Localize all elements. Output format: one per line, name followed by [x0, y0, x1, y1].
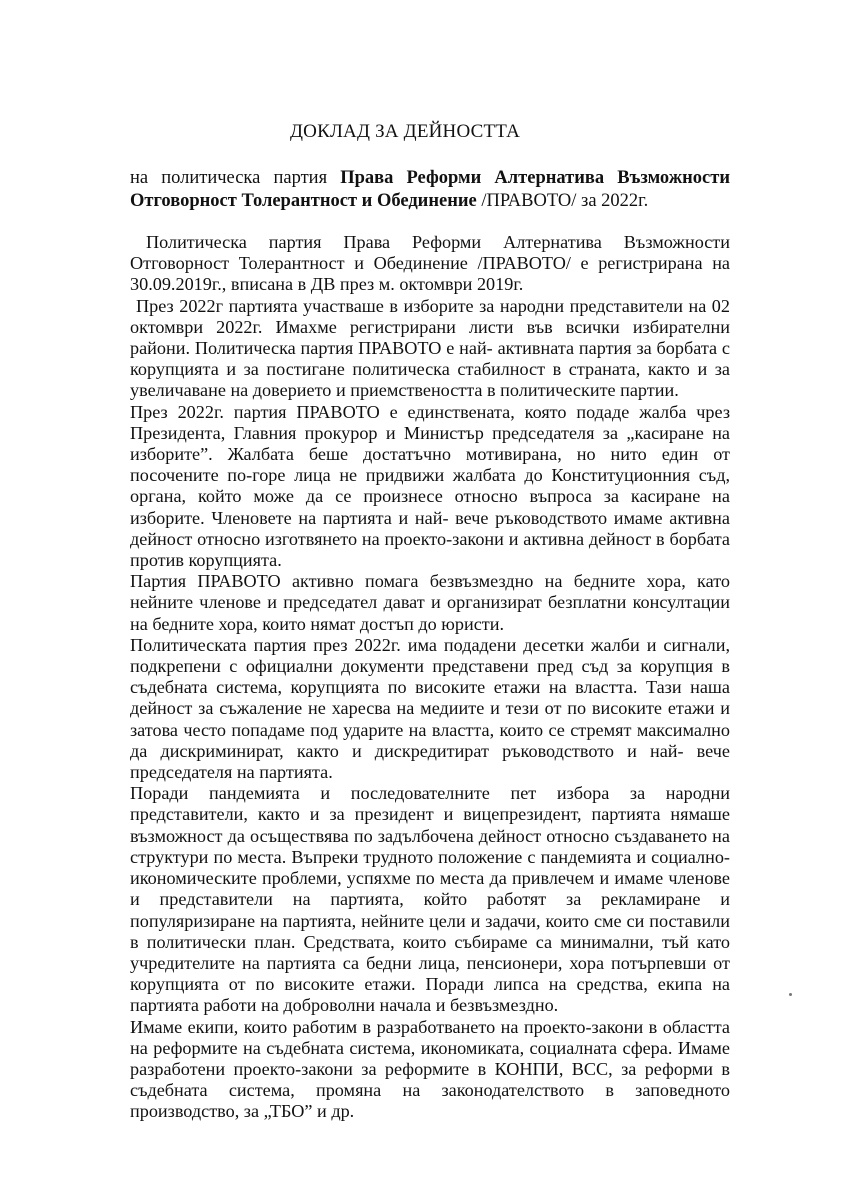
stray-mark [789, 993, 792, 996]
paragraph-complaint: През 2022г. партия ПРАВОТО е единствената, която подаде жалба чрез Президента, Главния прокурор и Министър председателя за „касиране на изборите”. Жалбата беше достатъчно мотивирана, но нито един от посочените по-горе лица не придвижи жалбата до Конституционния съд, органа, който може да се произнесе относно въпроса за касиране на изборите. Членовете на партията и най- вече ръководството имаме активна дейност относно изготвянето на проекто-закони и активна дейност в борбата против корупцията. [130, 401, 730, 571]
paragraph-free-consultations: Партия ПРАВОТО активно помага безвъзмездно на бедните хора, като нейните членове и председател дават и организират безплатни консултации на бедните хора, които нямат достъп до юристи. [130, 571, 730, 634]
party-name: Права Реформи Алтернатива Възможности Отговорност Толерантност и Обединение [130, 168, 730, 211]
subtitle-prefix: на политическа партия [130, 168, 341, 188]
paragraph-draft-laws: Имаме екипи, които работим в разработването на проекто-закони в областта на реформите на съдебната система, икономиката, социалната сфера. Имаме разработени проекто-закони за реформите в КОНПИ, ВСС, за реформи в съдебната система, промяна на законодателството в заповедното производство, за „ТБО” и др. [130, 1016, 730, 1122]
subtitle-suffix: /ПРАВОТО/ за 2022г. [476, 191, 649, 211]
document-title: ДОКЛАД ЗА ДЕЙНОСТТА [290, 121, 521, 142]
paragraph-registration: Политическа партия Права Реформи Алтернатива Възможности Отговорност Толерантност и Обединение /ПРАВОТО/ е регистрирана на 30.09.2019г., вписана в ДВ през м. октомври 2019г. [130, 232, 730, 295]
paragraph-corruption-signals: Политическата партия през 2022г. има подадени десетки жалби и сигнали, подкрепени с официални документи представени пред съд за корупция в съдебната система, корупцията по високите етажи на властта. Тази наша дейност за съжаление не харесва на медиите и тези от по високите етажи и затова често попадаме под ударите на властта, които се стремят максимално да дискриминират, както и дискредитират ръководството и най- вече председателя на партията. [130, 634, 730, 783]
paragraph-elections: През 2022г партията участваше в изборите за народни представители на 02 октомври 2022г. Имахме регистрирани листи във всички избирателни райони. Политическа партия ПРАВОТО е най- активната партия за борбата с корупцията и за постигане политическа стабилност в страната, както и за увеличаване на доверието и приемствеността в политическите партии. [130, 295, 730, 401]
paragraph-pandemic: Поради пандемията и последователните пет избора за народни представители, както и за президент и вицепрезидент, партията нямаше възможност да осъществява по задълбочена дейност относно създаването на структури по места. Въпреки трудното положение с пандемията и социално-икономическите проблеми, успяхме по места да привлечем и имаме членове и представители на партията, който работят за рекламиране и популяризиране на партията, нейните цели и задачи, които сме си поставили в политически план. Средствата, които събираме са минимални, тъй като учредителите на партията са бедни лица, пенсионери, хора потърпевши от корупцията от по високите етажи. Поради липса на средства, екипа на партията работи на доброволни начала и безвъзмездно. [130, 783, 730, 1016]
document-subtitle [130, 167, 730, 213]
document-body [130, 232, 730, 1123]
